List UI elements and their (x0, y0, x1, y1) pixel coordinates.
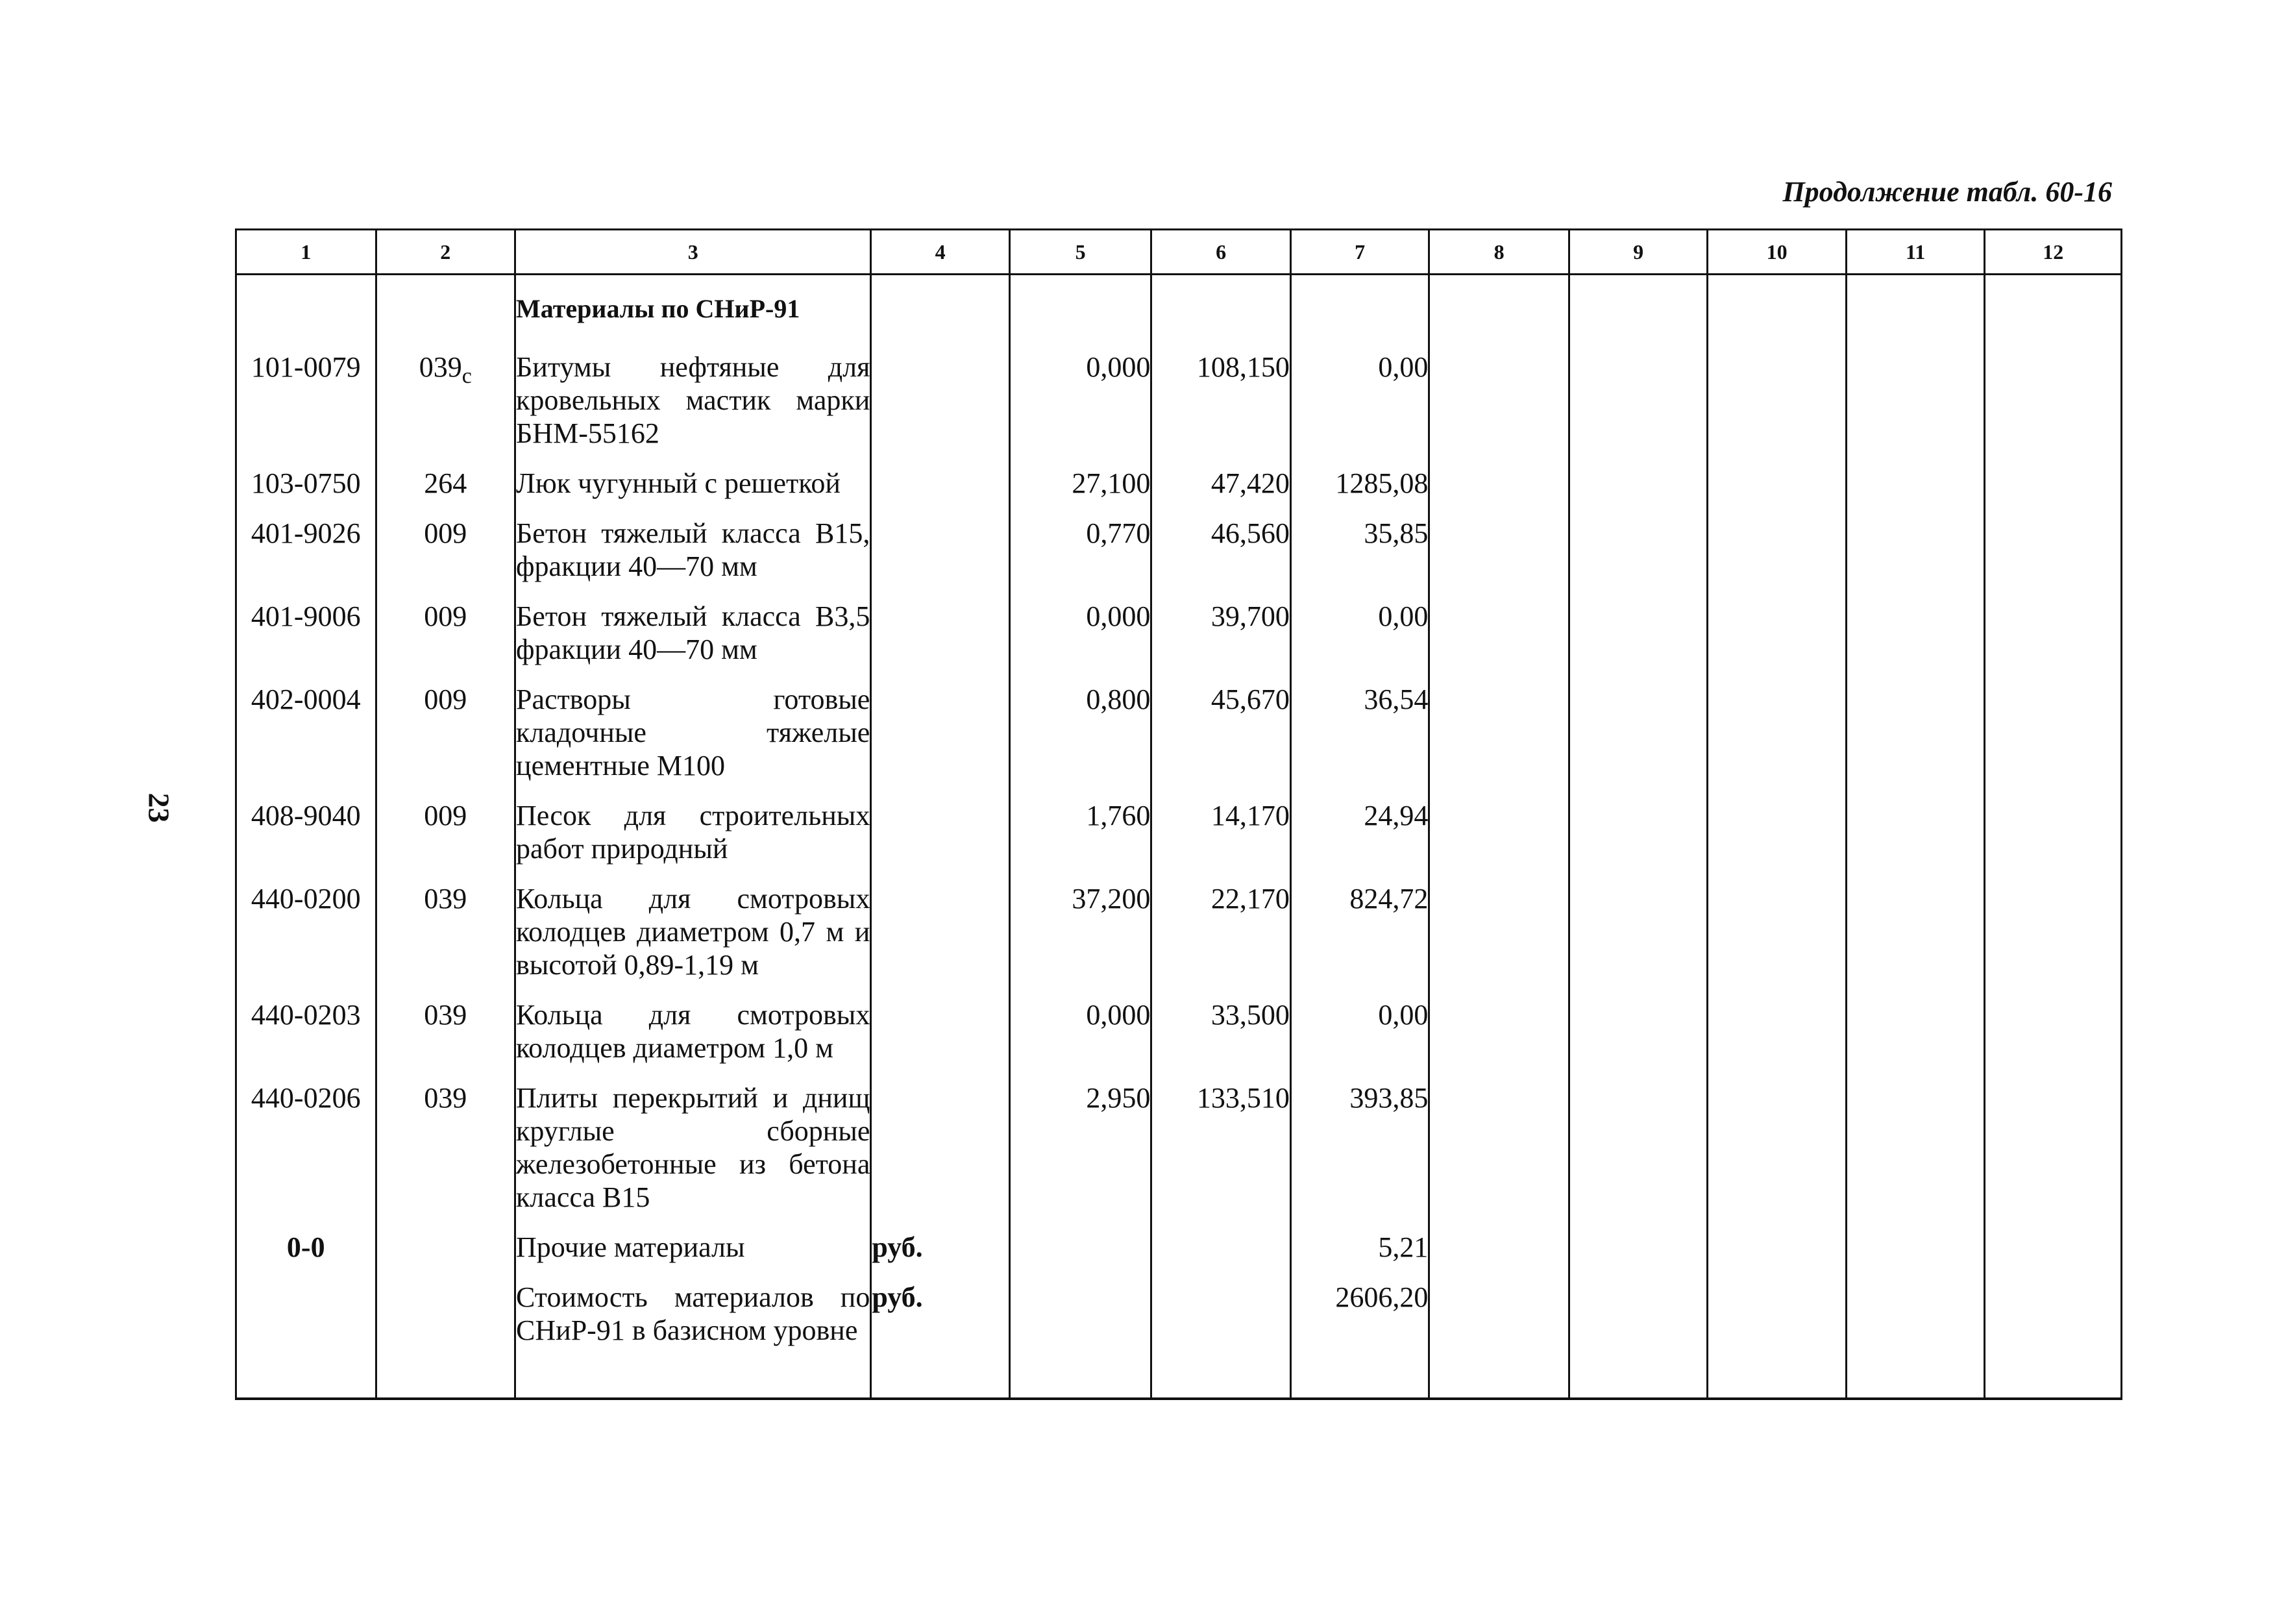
empty-cell (1708, 596, 1847, 679)
column-header: 5 (1009, 230, 1151, 275)
unit-code: 009 (376, 513, 515, 596)
empty-cell (1429, 463, 1569, 513)
unit-code: 009 (376, 596, 515, 679)
unit (871, 347, 1010, 463)
unit-code: 009 (376, 679, 515, 795)
unit-price: 108,150 (1151, 347, 1291, 463)
column-header: 3 (515, 230, 871, 275)
table-row (236, 1277, 2122, 1360)
empty-cell (1708, 679, 1847, 795)
empty-cell (1985, 596, 2122, 679)
empty-cell (1846, 679, 1985, 795)
unit (871, 463, 1010, 513)
empty-cell (1569, 1360, 1708, 1399)
resource-code: 101-0079 (236, 347, 376, 463)
column-header: 11 (1846, 230, 1985, 275)
empty-cell (1846, 513, 1985, 596)
empty-cell (1009, 1360, 1151, 1399)
empty-cell (1846, 463, 1985, 513)
resource-name: Кольца для смотровых колодцев диаметром 0,7 м и высотой 0,89-1,19 м (515, 878, 871, 994)
resource-name: Битумы нефтяные для кровельных мастик марки БНМ-55162 (515, 347, 871, 463)
unit (871, 596, 1010, 679)
empty-cell (1846, 1077, 1985, 1227)
resource-code: 440-0203 (236, 994, 376, 1077)
empty-cell (515, 1360, 871, 1399)
empty-cell (1429, 596, 1569, 679)
unit-price: 46,560 (1151, 513, 1291, 596)
empty-cell (376, 1360, 515, 1399)
resource-code: 401-9006 (236, 596, 376, 679)
empty-cell (1846, 795, 1985, 878)
empty-cell (1846, 994, 1985, 1077)
table-row (236, 1227, 2122, 1277)
quantity: 0,000 (1009, 596, 1151, 679)
unit-code: 264 (376, 463, 515, 513)
quantity: 1,760 (1009, 795, 1151, 878)
empty-cell (1985, 1360, 2122, 1399)
section-row (236, 275, 2122, 347)
cost: 393,85 (1290, 1077, 1429, 1227)
unit-code: 039 (376, 994, 515, 1077)
empty-cell (1985, 347, 2122, 463)
empty-cell (1569, 463, 1708, 513)
header-row (236, 230, 2122, 275)
table-row (236, 994, 2122, 1077)
column-header: 12 (1985, 230, 2122, 275)
column-header: 6 (1151, 230, 1291, 275)
empty-cell (1569, 878, 1708, 994)
empty-cell (1429, 795, 1569, 878)
empty-cell (1708, 1227, 1847, 1277)
empty-cell (1708, 1077, 1847, 1227)
cost: 824,72 (1290, 878, 1429, 994)
unit-price (1151, 1227, 1291, 1277)
empty-cell (1708, 878, 1847, 994)
resource-name: Люк чугунный с решеткой (515, 463, 871, 513)
materials-table (235, 228, 2122, 1400)
resource-code: 401-9026 (236, 513, 376, 596)
empty-cell (1846, 1360, 1985, 1399)
resource-name: Песок для строительных работ природный (515, 795, 871, 878)
unit (871, 1077, 1010, 1227)
column-header: 8 (1429, 230, 1569, 275)
empty-cell (1846, 1277, 1985, 1360)
table-row (236, 878, 2122, 994)
empty-cell (1708, 994, 1847, 1077)
resource-code: 440-0206 (236, 1077, 376, 1227)
unit-price: 133,510 (1151, 1077, 1291, 1227)
unit-code: 039 (376, 1077, 515, 1227)
table-row (236, 795, 2122, 878)
resource-name: Бетон тяжелый класса В3,5 фракции 40—70 мм (515, 596, 871, 679)
empty-cell (236, 1360, 376, 1399)
cost: 24,94 (1290, 795, 1429, 878)
empty-cell (1569, 679, 1708, 795)
empty-cell (1708, 463, 1847, 513)
unit: руб. (871, 1277, 1010, 1360)
unit-price: 45,670 (1151, 679, 1291, 795)
empty-cell (1569, 1227, 1708, 1277)
quantity: 2,950 (1009, 1077, 1151, 1227)
cost: 0,00 (1290, 596, 1429, 679)
cost: 5,21 (1290, 1227, 1429, 1277)
unit (871, 994, 1010, 1077)
resource-name: Растворы готовые кладочные тяжелые цементные М100 (515, 679, 871, 795)
table-row (236, 513, 2122, 596)
cost: 1285,08 (1290, 463, 1429, 513)
table-row (236, 679, 2122, 795)
spacer-row (236, 1360, 2122, 1399)
empty-cell (1429, 1360, 1569, 1399)
unit-code: 009 (376, 795, 515, 878)
empty-cell (1985, 513, 2122, 596)
empty-cell (1151, 1360, 1291, 1399)
resource-code: 402-0004 (236, 679, 376, 795)
unit-code (376, 1277, 515, 1360)
section-title: Материалы по СНиР-91 (515, 275, 871, 347)
empty-cell (1708, 347, 1847, 463)
resource-name: Бетон тяжелый класса В15, фракции 40—70 мм (515, 513, 871, 596)
unit: руб. (871, 1227, 1010, 1277)
unit-price (1151, 1277, 1291, 1360)
quantity: 0,770 (1009, 513, 1151, 596)
empty-cell (1429, 1077, 1569, 1227)
quantity (1009, 1277, 1151, 1360)
cost: 35,85 (1290, 513, 1429, 596)
unit (871, 513, 1010, 596)
quantity: 27,100 (1009, 463, 1151, 513)
column-header: 9 (1569, 230, 1708, 275)
column-header: 2 (376, 230, 515, 275)
empty-cell (1985, 1077, 2122, 1227)
unit (871, 679, 1010, 795)
empty-cell (1985, 463, 2122, 513)
empty-cell (1429, 878, 1569, 994)
empty-cell (1846, 1227, 1985, 1277)
quantity: 0,000 (1009, 347, 1151, 463)
table-caption: Продолжение табл. 60-16 (1782, 176, 2112, 208)
empty-cell (1429, 1227, 1569, 1277)
unit-price: 14,170 (1151, 795, 1291, 878)
resource-name: Плиты перекрытий и днищ круглые сборные железобетонные из бетона класса В15 (515, 1077, 871, 1227)
empty-cell (1985, 1277, 2122, 1360)
empty-cell (1429, 1277, 1569, 1360)
empty-cell (1985, 679, 2122, 795)
column-header: 4 (871, 230, 1010, 275)
empty-cell (1569, 596, 1708, 679)
cost: 2606,20 (1290, 1277, 1429, 1360)
resource-name: Кольца для смотровых колодцев диаметром 1,0 м (515, 994, 871, 1077)
empty-cell (1708, 1360, 1847, 1399)
unit-code-suffix: с (461, 363, 472, 388)
empty-cell (1846, 878, 1985, 994)
unit-code (376, 347, 515, 463)
empty-cell (1569, 1277, 1708, 1360)
empty-cell (1569, 347, 1708, 463)
page-number: 23 (142, 793, 176, 823)
resource-code: 103-0750 (236, 463, 376, 513)
empty-cell (1569, 994, 1708, 1077)
resource-code: 0-0 (236, 1227, 376, 1277)
cost: 0,00 (1290, 994, 1429, 1077)
column-header: 10 (1708, 230, 1847, 275)
table-row (236, 596, 2122, 679)
unit-code: 039 (376, 878, 515, 994)
empty-cell (1429, 994, 1569, 1077)
empty-cell (1985, 795, 2122, 878)
table-row (236, 1077, 2122, 1227)
resource-name: Стоимость материалов по СНиР-91 в базисном уровне (515, 1277, 871, 1360)
quantity: 37,200 (1009, 878, 1151, 994)
empty-cell (1569, 795, 1708, 878)
unit-price: 39,700 (1151, 596, 1291, 679)
empty-cell (1985, 878, 2122, 994)
empty-cell (1429, 513, 1569, 596)
empty-cell (1569, 513, 1708, 596)
column-header: 7 (1290, 230, 1429, 275)
empty-cell (1708, 1277, 1847, 1360)
empty-cell (1290, 1360, 1429, 1399)
cost: 0,00 (1290, 347, 1429, 463)
cost: 36,54 (1290, 679, 1429, 795)
table-row (236, 347, 2122, 463)
unit-price: 22,170 (1151, 878, 1291, 994)
empty-cell (1846, 596, 1985, 679)
quantity: 0,800 (1009, 679, 1151, 795)
empty-cell (1429, 679, 1569, 795)
resource-code: 440-0200 (236, 878, 376, 994)
resource-name: Прочие материалы (515, 1227, 871, 1277)
empty-cell (1846, 347, 1985, 463)
unit-code (376, 1227, 515, 1277)
resource-code (236, 1277, 376, 1360)
empty-cell (871, 1360, 1010, 1399)
table-row (236, 463, 2122, 513)
unit (871, 878, 1010, 994)
unit-code-value: 039 (419, 351, 462, 383)
unit-price: 47,420 (1151, 463, 1291, 513)
unit-price: 33,500 (1151, 994, 1291, 1077)
empty-cell (1708, 795, 1847, 878)
empty-cell (1985, 1227, 2122, 1277)
quantity (1009, 1227, 1151, 1277)
column-header: 1 (236, 230, 376, 275)
empty-cell (1569, 1077, 1708, 1227)
unit (871, 795, 1010, 878)
quantity: 0,000 (1009, 994, 1151, 1077)
empty-cell (1429, 347, 1569, 463)
empty-cell (1708, 513, 1847, 596)
empty-cell (1985, 994, 2122, 1077)
resource-code: 408-9040 (236, 795, 376, 878)
